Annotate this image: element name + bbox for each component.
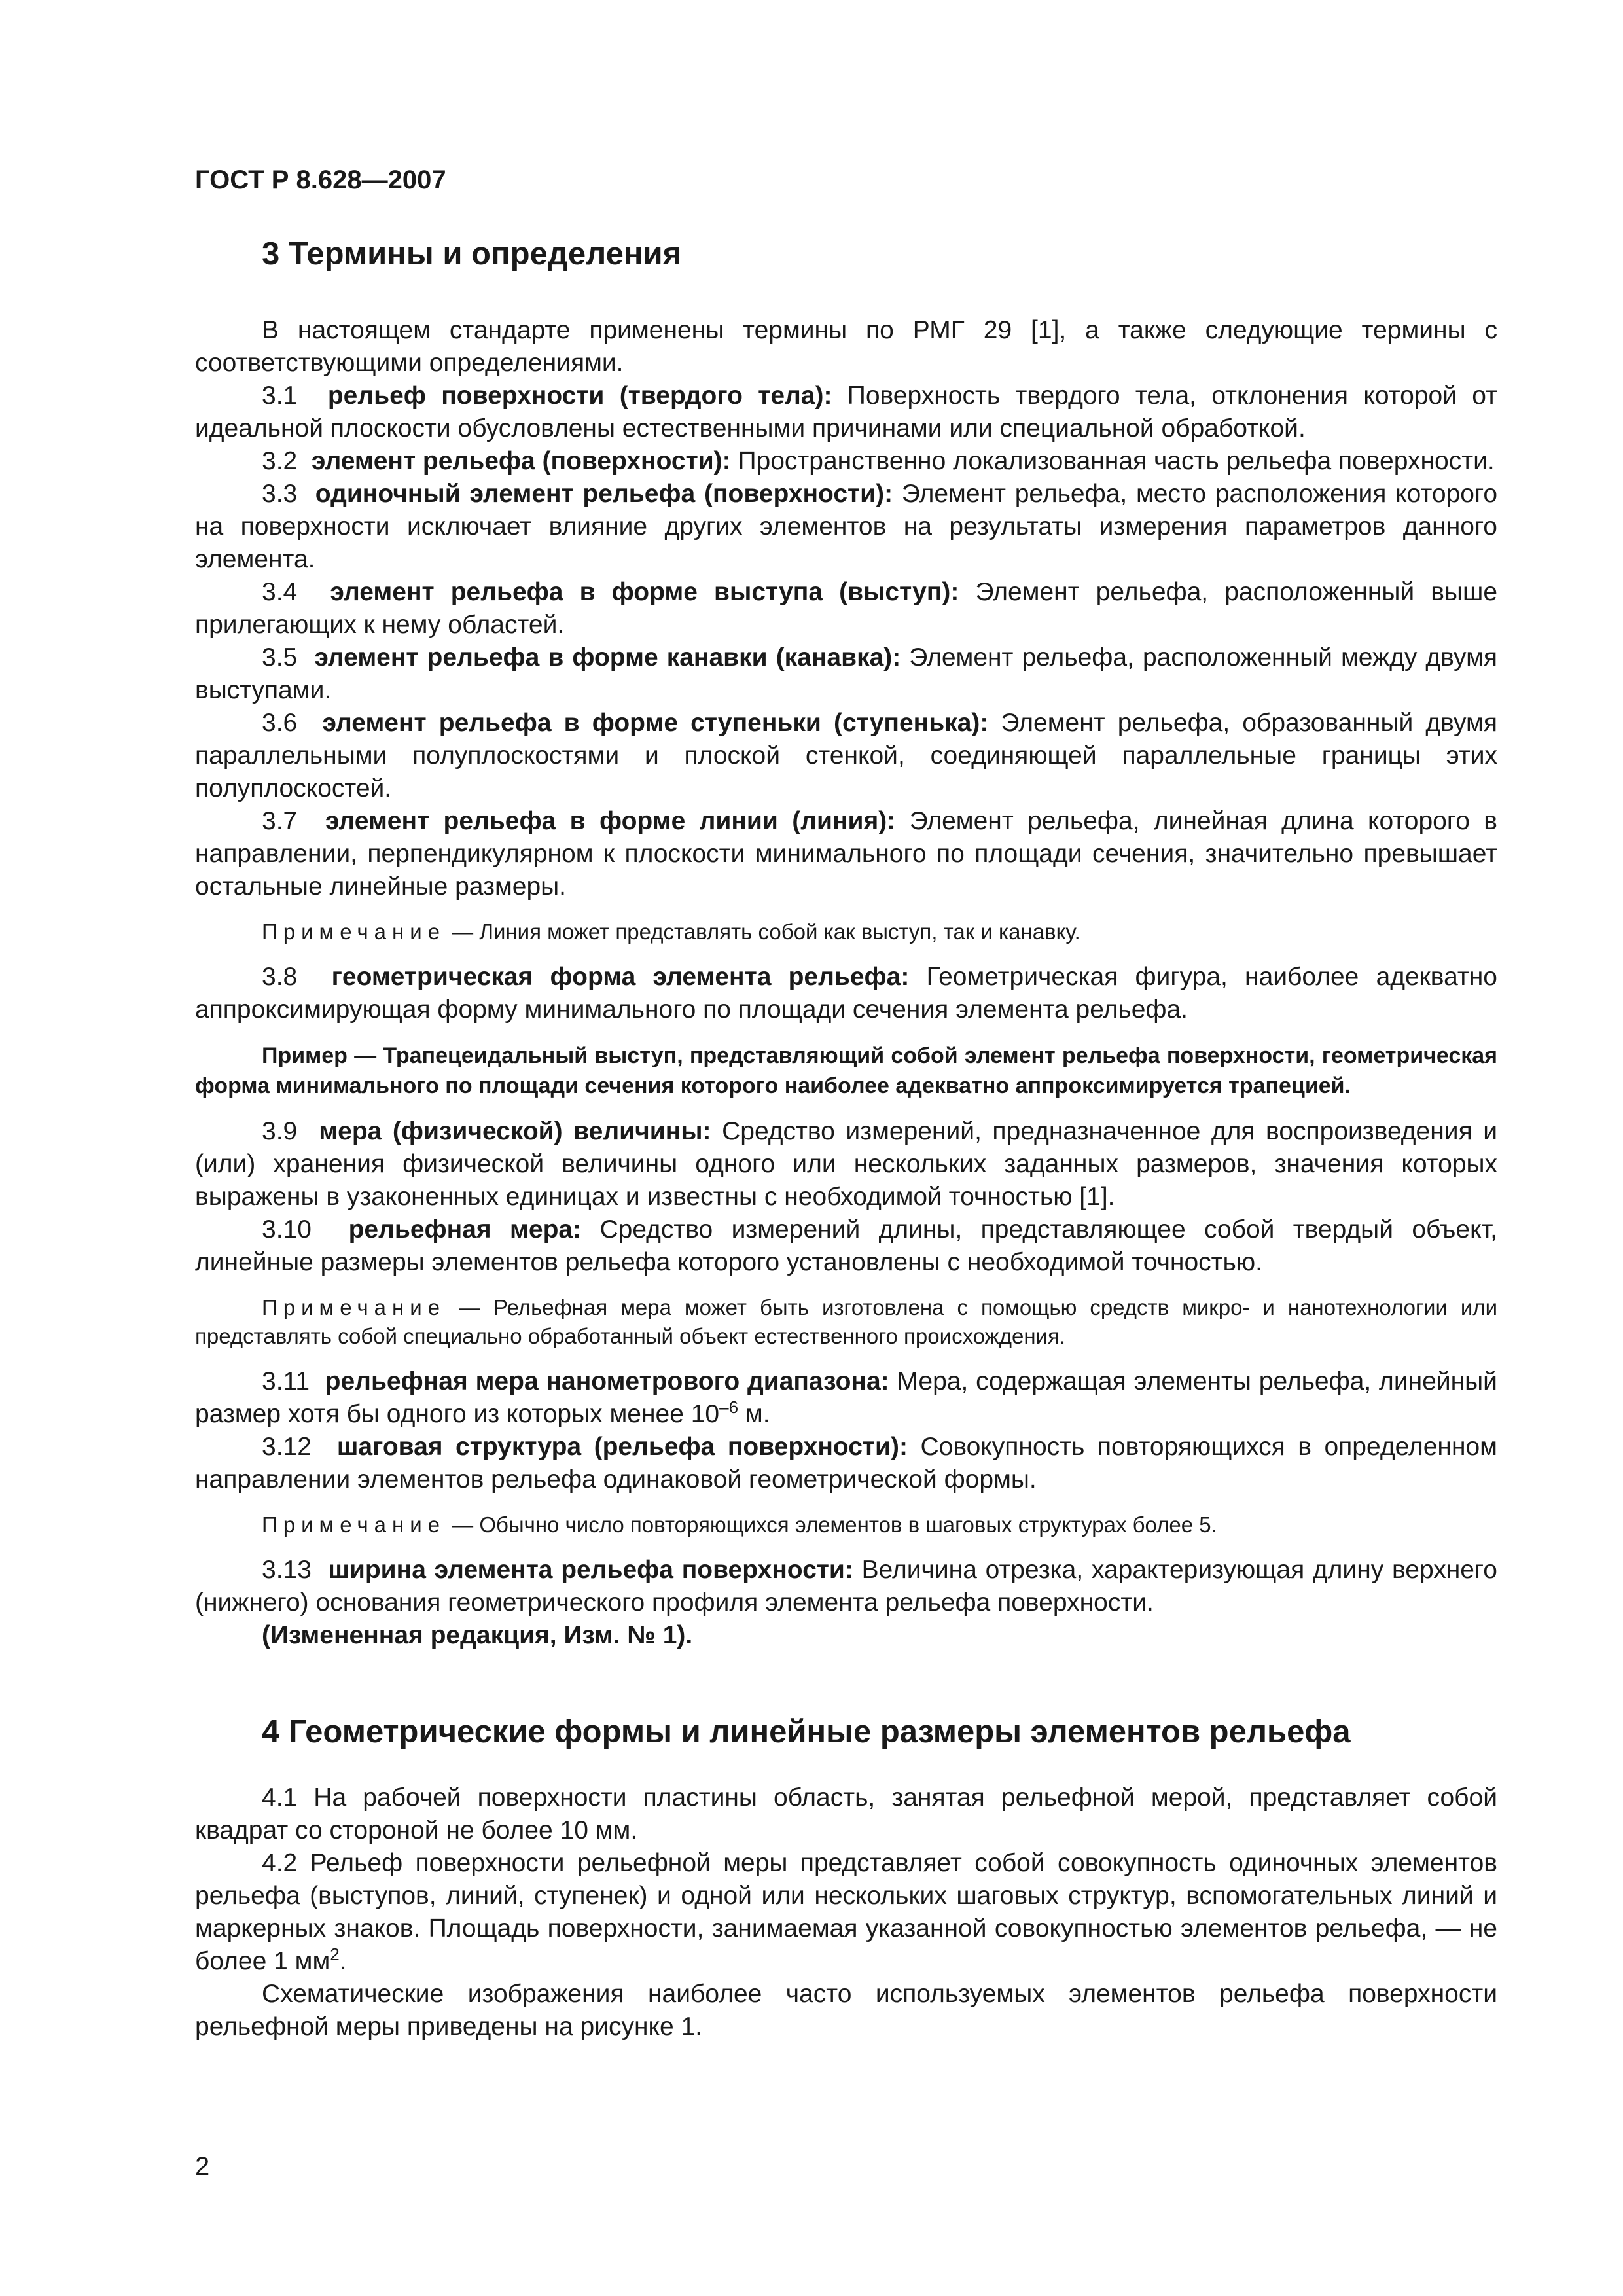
section-3-title: 3 Термины и определения: [262, 236, 682, 272]
term-3-2: 3.2 элемент рельефа (поверхности): Пространственно локализованная часть рельефа поверхности.: [262, 447, 1495, 475]
term-3-8: 3.8 геометрическая форма элемента рельефа: Геометрическая фигура, наиболее адекватно аппроксимирующая форму минимального по площади сечения элемента рельефа.: [195, 963, 1497, 1024]
term-3-6: 3.6 элемент рельефа в форме ступеньки (ступенька): Элемент рельефа, образованный двумя параллельными полуплоскостями и плоской стенкой, соединяющей параллельные границы этих полуплоскостей.: [195, 709, 1497, 802]
term-3-1: 3.1 рельеф поверхности (твердого тела): Поверхность твердого тела, отклонения которой от идеальной плоскости обусловлены естественными причинами или специальной обработкой.: [195, 382, 1497, 442]
note-3-12: Примечание — Обычно число повторяющихся элементов в шаговых структурах более 5.: [262, 1513, 1217, 1537]
example-3-8: Пример — Трапецеидальный выступ, представляющий собой элемент рельефа поверхности, геометрическая форма минимального по площади сечения которого наиболее адекватно аппроксимируется трапецией.: [195, 1043, 1497, 1098]
revision-note: (Измененная редакция, Изм. № 1).: [262, 1621, 693, 1649]
term-3-10: 3.10 рельефная мера: Средство измерений длины, представляющее собой твердый объект, линейные размеры элементов рельефа которого установлены с необходимой точностью.: [195, 1215, 1497, 1276]
term-3-4: 3.4 элемент рельефа в форме выступа (выступ): Элемент рельефа, расположенный выше прилегающих к нему областей.: [195, 578, 1498, 639]
term-3-3: 3.3 одиночный элемент рельефа (поверхности): Элемент рельефа, место расположения которого на поверхности исключает влияние других элементов на результаты измерения параметров данного элемента.: [195, 480, 1498, 573]
term-3-9: 3.9 мера (физической) величины: Средство измерений, предназначенное для воспроизведения и (или) хранения физической величины одного или нескольких заданных размеров, значения которых выражены в узаконенных единицах и известны с необходимой точностью [1].: [195, 1117, 1498, 1211]
clause-4-2: 4.2 Рельеф поверхности рельефной меры представляет собой совокупность одиночных элементов рельефа (выступов, линий, ступенек) и одной или нескольких шаговых структур, вспомогательных линий и маркерных знаков. Площадь поверхности, занимаемая указанной совокупностью элементов рельефа, — не более 1 $мм^2$.: [195, 1849, 1497, 1975]
note-3-10: Примечание — Рельефная мера может быть изготовлена с помощью средств микро- и нанотехнологии или представлять собой специально обработанный объект естественного происхождения.: [195, 1295, 1497, 1348]
term-3-7: 3.7 элемент рельефа в форме линии (линия): Элемент рельефа, линейная длина которого в направлении, перпендикулярном к плоскости минимального по площади сечения, значительно превышает остальные линейные размеры.: [195, 807, 1498, 901]
clause-4-1: 4.1 На рабочей поверхности пластины область, занятая рельефной мерой, представляет собой квадрат со стороной не более 10 мм.: [195, 1784, 1497, 1844]
figure-reference: Схематические изображения наиболее часто используемых элементов рельефа поверхности рельефной меры приведены на рисунке 1.: [195, 1980, 1497, 2041]
term-3-11: 3.11 рельефная мера нанометрового диапазона: Мера, содержащая элементы рельефа, линейный размер хотя бы одного из которых менее $10^{-6}$ м.: [195, 1367, 1497, 1428]
section-4-title: 4 Геометрические формы и линейные размеры элементов рельефа: [262, 1714, 1351, 1749]
term-3-13: 3.13 ширина элемента рельефа поверхности: Величина отрезка, характеризующая длину верхнего (нижнего) основания геометрического профиля элемента рельефа поверхности.: [195, 1556, 1497, 1617]
section-3-intro: В настоящем стандарте применены термины по РМГ 29 [1], а также следующие термины с соответствующими определениями.: [195, 316, 1497, 377]
note-3-7: Примечание — Линия может представлять собой как выступ, так и канавку.: [262, 920, 1080, 944]
page-number: 2: [195, 2152, 210, 2181]
document-body: [195, 234, 1497, 2043]
term-3-5: 3.5 элемент рельефа в форме канавки (канавка): Элемент рельефа, расположенный между двумя выступами.: [195, 643, 1498, 704]
term-3-12: 3.12 шаговая структура (рельефа поверхности): Совокупность повторяющихся в определенном направлении элементов рельефа одинаковой геометрической формы.: [195, 1433, 1497, 1494]
standard-header: ГОСТ Р 8.628—2007: [195, 166, 446, 194]
